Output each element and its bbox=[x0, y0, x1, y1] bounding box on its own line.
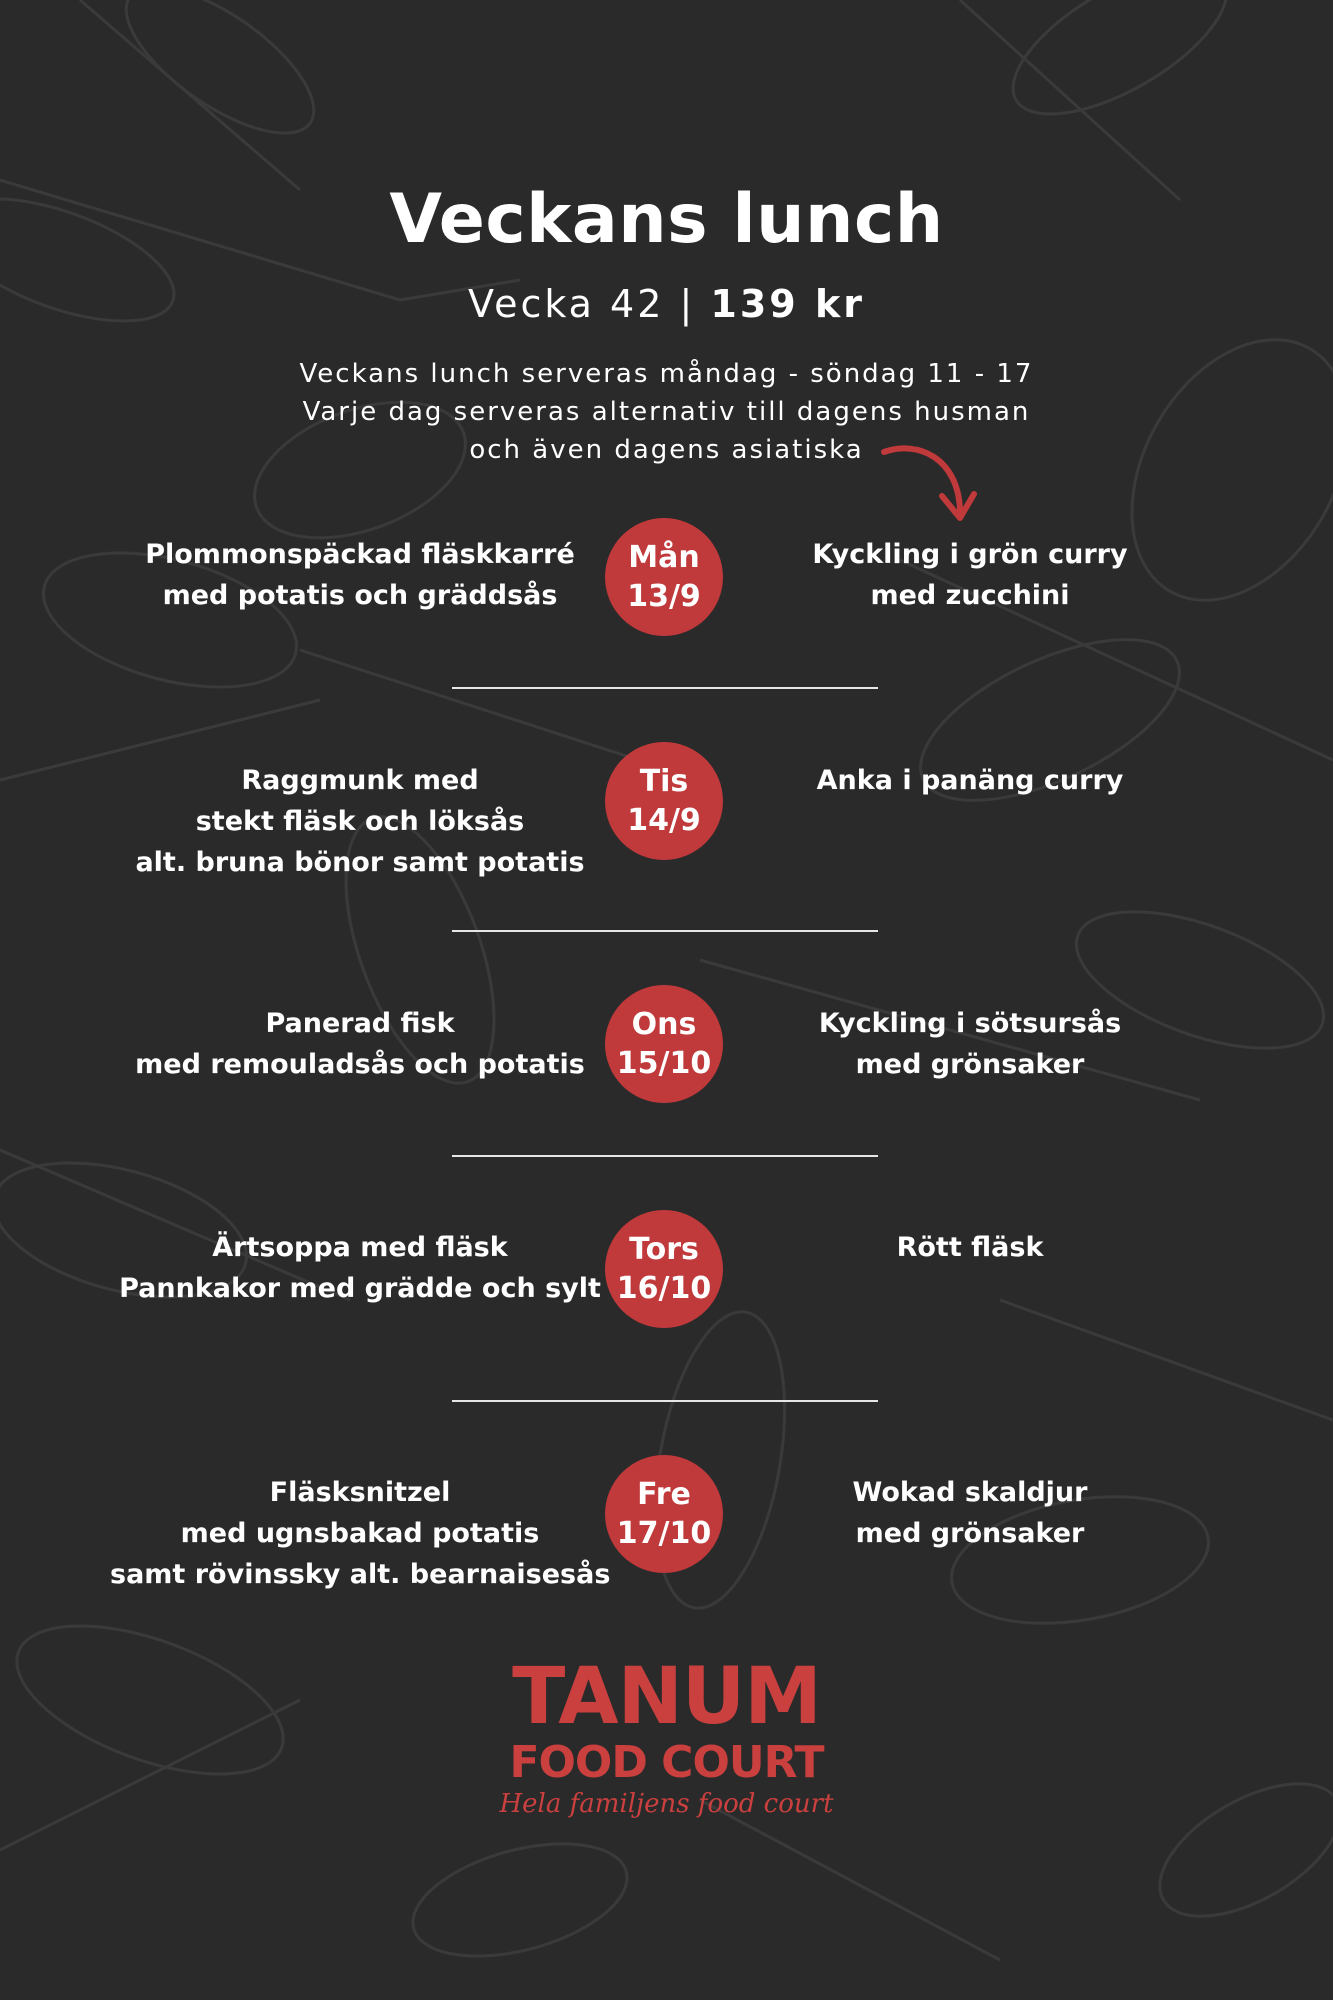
day-badge bbox=[605, 518, 723, 636]
dish-line: med grönsaker bbox=[855, 1518, 1085, 1549]
day-badge bbox=[605, 1210, 723, 1328]
divider bbox=[452, 1155, 878, 1157]
dish-line: samt rövinssky alt. bearnaisesås bbox=[110, 1559, 611, 1590]
intro-line: Veckans lunch serveras måndag - söndag 11 - 17 bbox=[299, 359, 1034, 389]
dish-line: Raggmunk med bbox=[241, 765, 479, 796]
asian-dish bbox=[770, 760, 1170, 801]
day-date: 13/9 bbox=[627, 579, 701, 614]
asian-dish bbox=[770, 1003, 1170, 1085]
day-name: Fre bbox=[637, 1477, 691, 1512]
husman-dish bbox=[110, 534, 610, 616]
dish-line: Ärtsoppa med fläsk bbox=[212, 1232, 508, 1263]
dish-line: Wokad skaldjur bbox=[852, 1477, 1088, 1508]
day-name: Tis bbox=[639, 764, 689, 799]
intro-line: och även dagens asiatiska bbox=[469, 435, 864, 465]
dish-line: Anka i panäng curry bbox=[816, 765, 1124, 796]
dish-line: med remouladsås och potatis bbox=[135, 1049, 585, 1080]
intro-line: Varje dag serveras alternativ till dagens husman bbox=[302, 397, 1031, 427]
dish-line: med zucchini bbox=[870, 580, 1070, 611]
day-name: Mån bbox=[628, 540, 700, 575]
page-title: Veckans lunch bbox=[389, 180, 944, 259]
day-date: 14/9 bbox=[627, 803, 701, 838]
separator: | bbox=[679, 282, 696, 326]
dish-line: med grönsaker bbox=[855, 1049, 1085, 1080]
asian-dish bbox=[770, 1227, 1170, 1268]
day-date: 16/10 bbox=[616, 1271, 712, 1306]
husman-dish bbox=[110, 1472, 610, 1595]
week-label: Vecka 42 bbox=[468, 282, 665, 326]
logo-tagline: Hela familjens food court bbox=[499, 1789, 834, 1819]
dish-line: Plommonspäckad fläskkarré bbox=[145, 539, 575, 570]
asian-dish bbox=[770, 534, 1170, 616]
day-name: Ons bbox=[631, 1007, 697, 1042]
curved-arrow-icon bbox=[878, 440, 978, 528]
dish-line: Pannkakor med grädde och sylt bbox=[119, 1273, 601, 1304]
day-badge bbox=[605, 985, 723, 1103]
husman-dish bbox=[110, 760, 610, 883]
logo-line-1: TANUM bbox=[512, 1652, 821, 1742]
dish-line: Fläsksnitzel bbox=[269, 1477, 451, 1508]
dish-line: Kyckling i grön curry bbox=[812, 539, 1128, 570]
husman-dish bbox=[110, 1227, 610, 1309]
dish-line: stekt fläsk och löksås bbox=[195, 806, 525, 837]
divider bbox=[452, 1400, 878, 1402]
intro-text bbox=[0, 355, 1333, 469]
day-date: 15/10 bbox=[616, 1046, 712, 1081]
dish-line: Rött fläsk bbox=[896, 1232, 1044, 1263]
dish-line: Kyckling i sötsursås bbox=[818, 1008, 1122, 1039]
dish-line: med ugnsbakad potatis bbox=[180, 1518, 540, 1549]
dish-line: alt. bruna bönor samt potatis bbox=[135, 847, 585, 878]
week-price-line bbox=[0, 282, 1333, 326]
husman-dish bbox=[110, 1003, 610, 1085]
day-badge bbox=[605, 1455, 723, 1573]
divider bbox=[452, 687, 878, 689]
tanum-food-court-logo bbox=[0, 1652, 1333, 1821]
day-name: Tors bbox=[629, 1232, 699, 1267]
dish-line: Panerad fisk bbox=[265, 1008, 455, 1039]
day-date: 17/10 bbox=[616, 1516, 712, 1551]
asian-dish bbox=[770, 1472, 1170, 1554]
logo-line-2: FOOD COURT bbox=[509, 1737, 824, 1788]
price-label: 139 kr bbox=[710, 282, 865, 326]
divider bbox=[452, 930, 878, 932]
day-badge bbox=[605, 742, 723, 860]
dish-line: med potatis och gräddsås bbox=[162, 580, 558, 611]
